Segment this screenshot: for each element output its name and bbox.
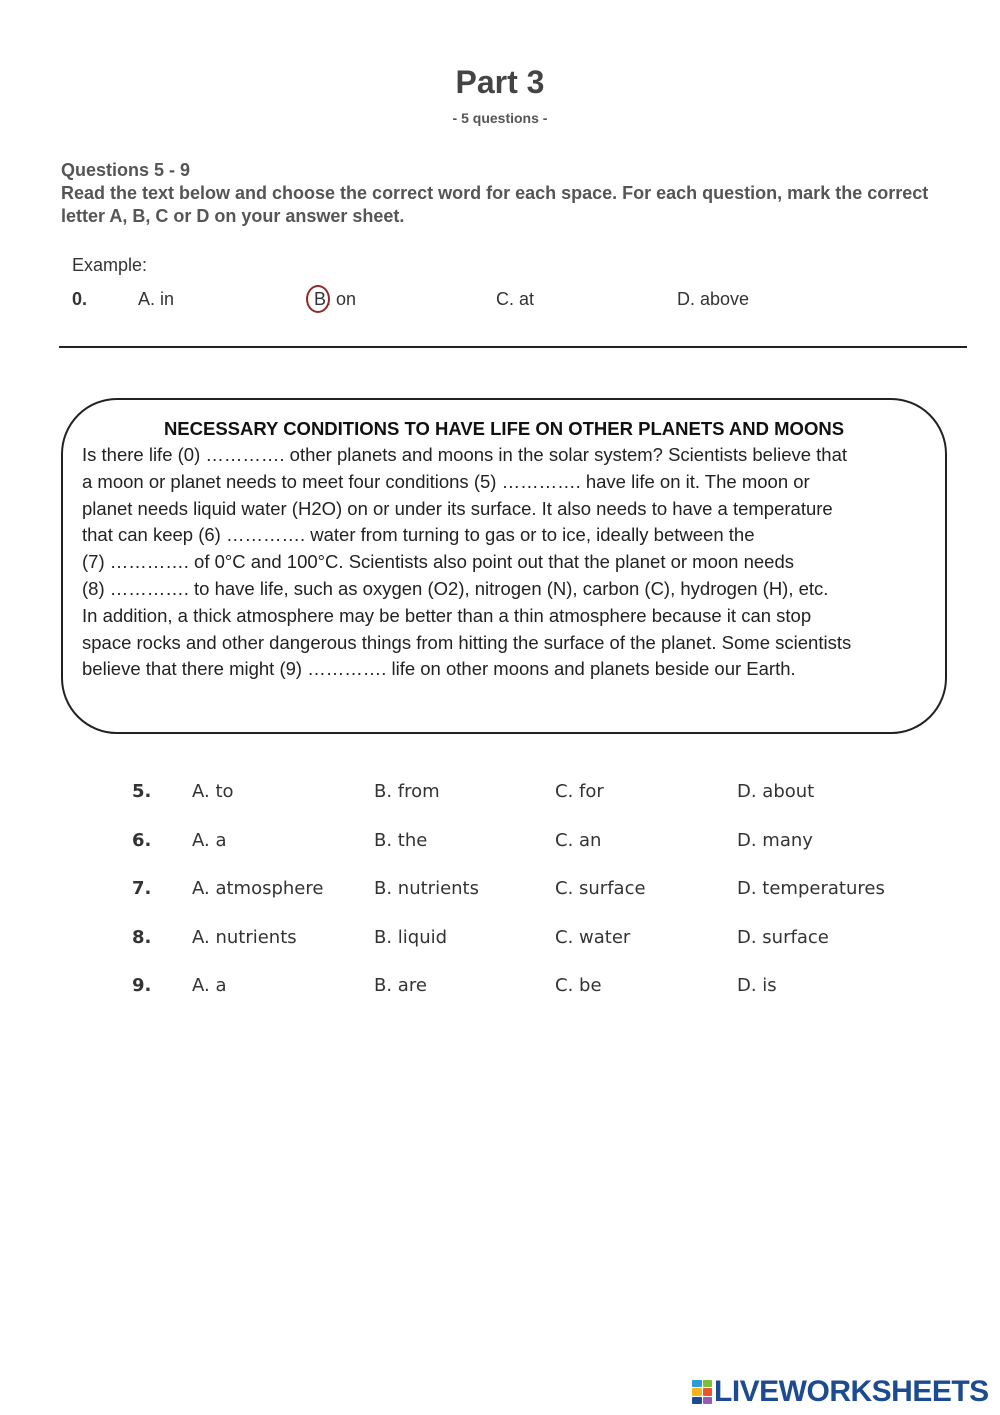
option-d[interactable]: D. temperatures xyxy=(737,878,885,899)
passage-text xyxy=(82,442,932,683)
passage-line: (7) …………. of 0°C and 100°C. Scientists also point out that the planet or moon needs xyxy=(82,551,795,573)
option-c[interactable]: C. for xyxy=(555,781,604,802)
passage-title: NECESSARY CONDITIONS TO HAVE LIFE ON OTHER PLANETS AND MOONS xyxy=(163,418,845,439)
option-b[interactable]: B. liquid xyxy=(374,927,448,948)
page-subtitle: - 5 questions - xyxy=(452,110,548,126)
question-number: 9. xyxy=(132,975,152,996)
page-title: Part 3 xyxy=(455,64,545,100)
question-row-7 xyxy=(0,878,1000,908)
questions-heading: Questions 5 - 9 xyxy=(61,160,191,180)
option-b[interactable]: B. the xyxy=(374,830,428,851)
passage-line: space rocks and other dangerous things from hitting the surface of the planet. Some scientists xyxy=(82,631,852,653)
option-c[interactable]: C. an xyxy=(555,830,602,851)
question-number: 5. xyxy=(132,781,152,802)
option-d[interactable]: D. is xyxy=(737,975,777,996)
option-b[interactable]: B. are xyxy=(374,975,427,996)
passage-line: a moon or planet needs to meet four conditions (5) …………. have life on it. The moon or xyxy=(82,470,810,492)
logo-icon xyxy=(692,1380,712,1404)
option-a[interactable]: A. nutrients xyxy=(192,927,297,948)
passage-line: believe that there might (9) …………. life on other moons and planets beside our Earth. xyxy=(82,658,796,680)
passage-line: In addition, a thick atmosphere may be better than a thin atmosphere because it can stop xyxy=(82,604,812,626)
option-d[interactable]: D. surface xyxy=(737,927,829,948)
passage-line: planet needs liquid water (H2O) on or under its surface. It also needs to have a temperature xyxy=(82,497,833,519)
question-number: 7. xyxy=(132,878,152,899)
answer-circle-mark xyxy=(306,285,330,313)
example-number: 0. xyxy=(72,289,88,309)
option-a[interactable]: A. to xyxy=(192,781,234,802)
question-number: 8. xyxy=(132,927,152,948)
logo-tile xyxy=(703,1380,713,1387)
instructions-text: Read the text below and choose the correct word for each space. For each question, mark the correct letter A, B, C or D on your answer sheet. xyxy=(61,183,929,226)
example-label: Example: xyxy=(72,255,148,275)
logo-tile xyxy=(703,1397,713,1404)
passage-line: Is there life (0) …………. other planets and moons in the solar system? Scientists believe that xyxy=(82,444,848,465)
question-row-5 xyxy=(0,781,1000,811)
question-row-9 xyxy=(0,975,1000,1005)
question-row-6 xyxy=(0,830,1000,860)
option-c[interactable]: C. be xyxy=(555,975,602,996)
option-a[interactable]: A. a xyxy=(192,830,227,851)
logo-text: LIVEWORKSHEETS xyxy=(714,1375,989,1408)
passage-line: (8) …………. to have life, such as oxygen (O2), nitrogen (N), carbon (C), hydrogen (H), etc. xyxy=(82,577,829,599)
option-a[interactable]: A. atmosphere xyxy=(192,878,324,899)
example-option-d: D. above xyxy=(677,289,750,309)
logo-tile xyxy=(692,1388,702,1395)
option-d[interactable]: D. about xyxy=(737,781,815,802)
option-a[interactable]: A. a xyxy=(192,975,227,996)
option-b[interactable]: B. nutrients xyxy=(374,878,479,899)
example-option-c: C. at xyxy=(496,289,535,309)
example-option-a: A. in xyxy=(138,289,175,309)
passage-line: that can keep (6) …………. water from turning to gas or to ice, ideally between the xyxy=(82,524,755,546)
option-b[interactable]: B. from xyxy=(374,781,440,802)
logo-tile xyxy=(703,1388,713,1395)
option-c[interactable]: C. water xyxy=(555,927,631,948)
question-row-8 xyxy=(0,927,1000,957)
liveworksheets-logo[interactable] xyxy=(692,1374,989,1410)
divider-line xyxy=(59,346,967,348)
question-number: 6. xyxy=(132,830,152,851)
logo-tile xyxy=(692,1380,702,1387)
option-d[interactable]: D. many xyxy=(737,830,813,851)
option-c[interactable]: C. surface xyxy=(555,878,646,899)
logo-tile xyxy=(692,1397,702,1404)
example-option-b: B. on xyxy=(314,289,357,309)
